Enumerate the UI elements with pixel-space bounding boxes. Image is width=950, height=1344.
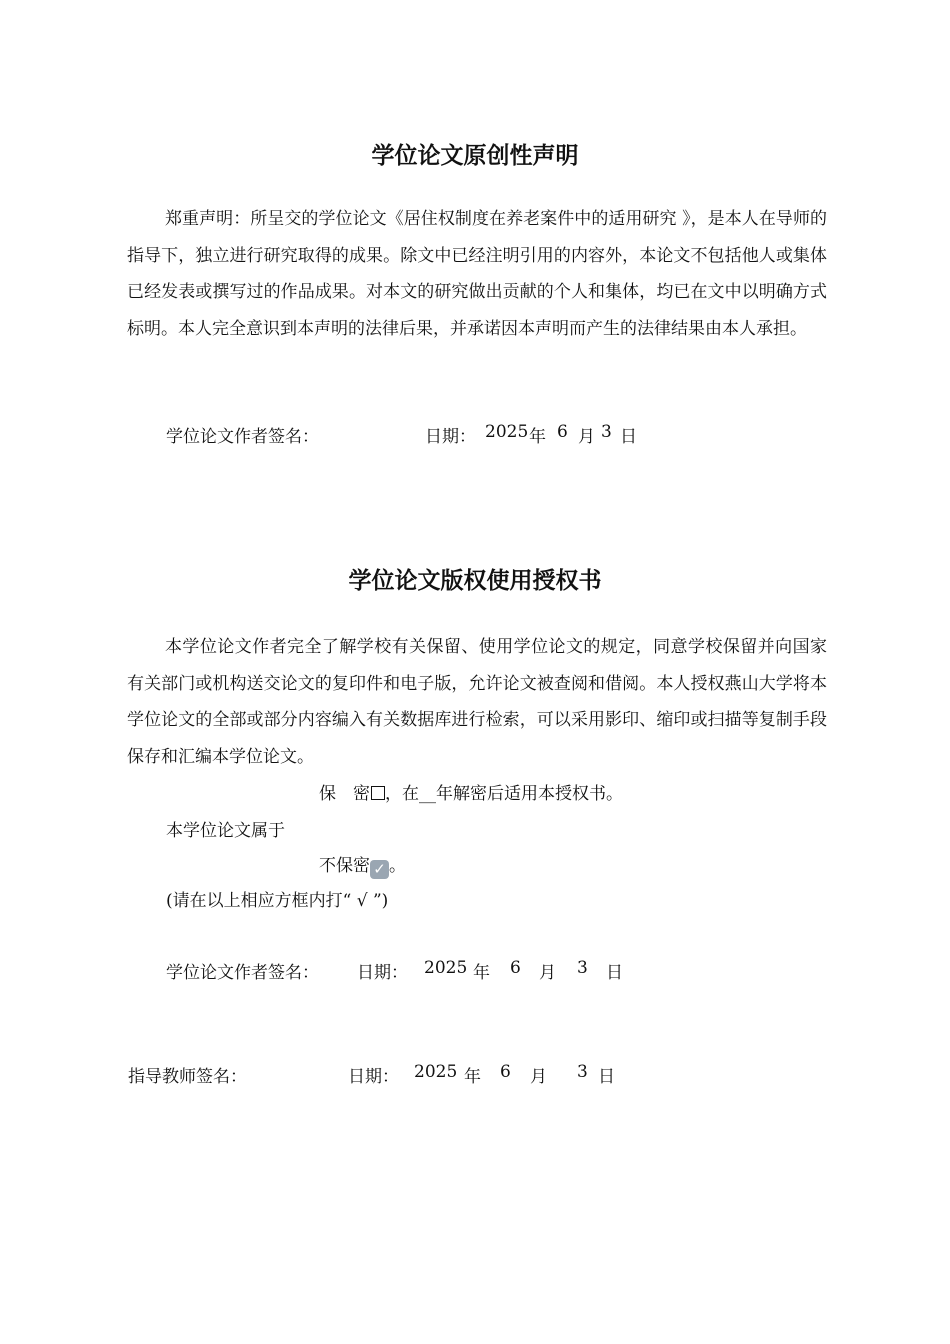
- declaration-date-label: 日期：: [425, 427, 476, 447]
- belongs-label: 本学位论文属于: [166, 821, 285, 841]
- declaration-day-unit: 日: [620, 427, 637, 447]
- non-secret-label: 不保密: [319, 856, 370, 876]
- advisor-year: 2025: [414, 1062, 458, 1082]
- author-day: 3: [577, 958, 588, 978]
- advisor-year-unit: 年: [464, 1067, 481, 1087]
- advisor-signature-label: 指导教师签名：: [128, 1067, 247, 1087]
- check-instruction: (请在以上相应方框内打“ √ ”): [166, 891, 389, 911]
- advisor-day: 3: [577, 1062, 588, 1082]
- secret-option-row: [319, 779, 623, 804]
- advisor-month: 6: [500, 1062, 511, 1082]
- declaration-body: 郑重声明：所呈交的学位论文《居住权制度在养老案件中的适用研究 》，是本人在导师的指导下，独立进行研究取得的成果。除文中已经注明引用的内容外，本论文不包括他人或集体已经发表或撰写过的作品成果。对本文的研究做出贡献的个人和集体，均已在文中以明确方式标明。本人完全意识到本声明的法律后果，并承诺因本声明而产生的法律结果由本人承担。: [127, 209, 827, 339]
- non-secret-suffix: 。: [389, 856, 406, 876]
- declaration-month: 6: [557, 422, 568, 442]
- advisor-month-unit: 月: [530, 1067, 547, 1087]
- declaration-signature-label: 学位论文作者签名：: [166, 427, 319, 447]
- declaration-title: 学位论文原创性声明: [371, 143, 579, 169]
- checked-box-icon[interactable]: ✓: [370, 860, 389, 879]
- authorization-title: 学位论文版权使用授权书: [348, 568, 602, 594]
- declaration-month-unit: 月: [578, 427, 595, 447]
- author-year-unit: 年: [473, 963, 490, 983]
- non-secret-option-row: [319, 851, 406, 879]
- author-month-unit: 月: [539, 963, 556, 983]
- author-signature-label: 学位论文作者签名：: [166, 963, 319, 983]
- secret-label: 保 密: [319, 784, 370, 804]
- author-month: 6: [510, 958, 521, 978]
- author-date-label: 日期：: [357, 963, 408, 983]
- advisor-day-unit: 日: [598, 1067, 615, 1087]
- advisor-date-label: 日期：: [348, 1067, 399, 1087]
- declaration-day: 3: [601, 422, 612, 442]
- declaration-year: 2025: [485, 422, 529, 442]
- declaration-year-unit: 年: [529, 427, 546, 447]
- secret-suffix: ，在__年解密后适用本授权书。: [385, 784, 623, 804]
- author-day-unit: 日: [606, 963, 623, 983]
- authorization-body: 本学位论文作者完全了解学校有关保留、使用学位论文的规定，同意学校保留并向国家有关部门或机构送交论文的复印件和电子版，允许论文被查阅和借阅。本人授权燕山大学将本学位论文的全部或部分内容编入有关数据库进行检索，可以采用影印、缩印或扫描等复制手段保存和汇编本学位论文。: [127, 637, 827, 767]
- author-year: 2025: [424, 958, 468, 978]
- secret-checkbox[interactable]: [371, 786, 385, 800]
